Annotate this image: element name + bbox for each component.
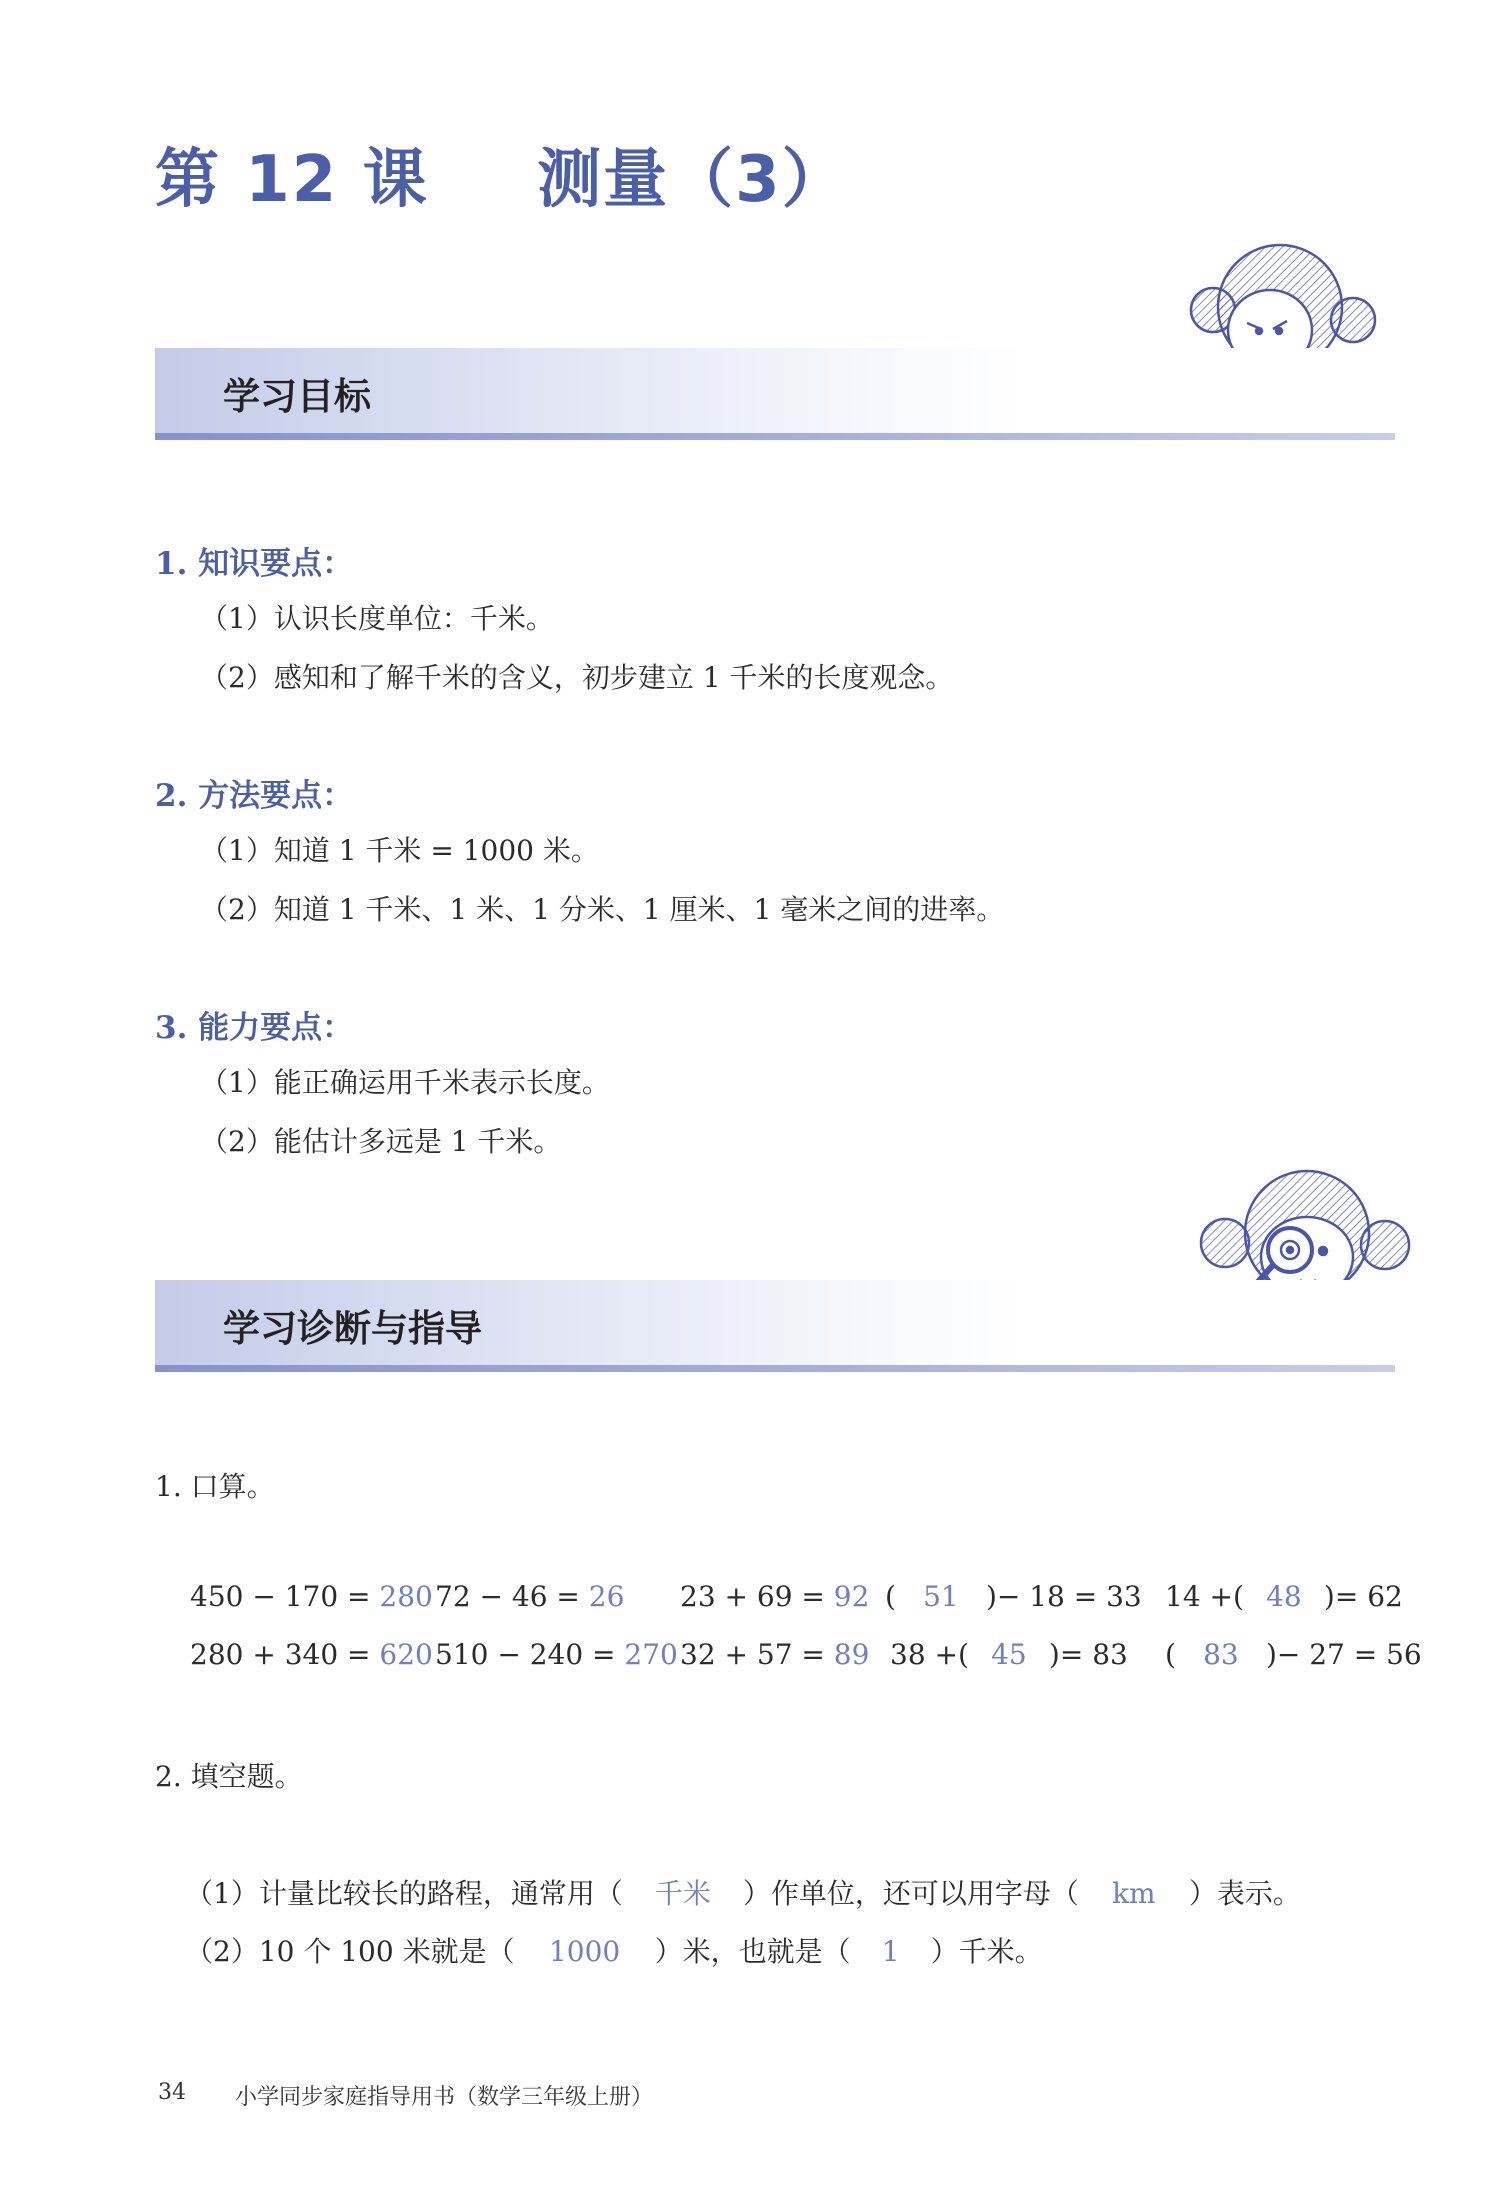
answer: 89: [833, 1638, 870, 1671]
math-item: 23 + 69 = 92: [680, 1580, 870, 1613]
answer: 51: [923, 1580, 959, 1613]
question-2-title: 2. 填空题。: [155, 1760, 303, 1793]
math-item: 38 +( 45 )= 83: [890, 1638, 1128, 1671]
goal-item: （2）能估计多远是 1 千米。: [200, 1125, 562, 1158]
answer: 45: [991, 1638, 1027, 1671]
mental-math-row: [0, 1580, 1500, 1620]
mental-math-row: [0, 1638, 1500, 1678]
lesson-name: 测量（3）: [537, 143, 848, 217]
answer: 92: [833, 1580, 870, 1613]
section-banner-learning-goals: [155, 348, 1395, 440]
goal-item: （1）知道 1 千米 = 1000 米。: [200, 834, 599, 867]
goal-heading-ability: 3. 能力要点：: [155, 1010, 354, 1046]
answer: 1: [881, 1935, 900, 1968]
section-title: 学习诊断与指导: [223, 1307, 482, 1350]
goal-item: （1）能正确运用千米表示长度。: [200, 1066, 610, 1099]
math-item: 14 +( 48 )= 62: [1165, 1580, 1403, 1613]
answer: 270: [624, 1638, 678, 1671]
banner-underline: [155, 1365, 1395, 1372]
section-banner-diagnosis: [155, 1280, 1395, 1372]
math-item: 510 − 240 = 270: [435, 1638, 678, 1671]
fill-blank-line-1: （1）计量比较长的路程，通常用（ 千米 ）作单位，还可以用字母（ km ）表示。: [185, 1872, 1301, 1912]
answer: 1000: [548, 1935, 621, 1968]
answer: 620: [379, 1638, 433, 1671]
section-title: 学习目标: [223, 375, 371, 418]
math-item: 280 + 340 = 620: [190, 1638, 433, 1671]
banner-underline: [155, 433, 1395, 440]
lesson-title: [155, 128, 848, 220]
goal-item: （2）感知和了解千米的含义，初步建立 1 千米的长度观念。: [200, 661, 954, 694]
question-1-title: 1. 口算。: [155, 1470, 275, 1503]
answer: km: [1112, 1877, 1156, 1910]
answer: 千米: [654, 1877, 711, 1910]
goal-item: （2）知道 1 千米、1 米、1 分米、1 厘米、1 毫米之间的进率。: [200, 893, 1005, 926]
math-item: ( 51 )− 18 = 33: [885, 1580, 1142, 1613]
answer: 48: [1266, 1580, 1302, 1613]
goal-heading-method: 2. 方法要点：: [155, 778, 354, 814]
math-item: 72 − 46 = 26: [435, 1580, 625, 1613]
math-item: 450 − 170 = 280: [190, 1580, 433, 1613]
lesson-number: 第 12 课: [155, 143, 429, 217]
goal-heading-knowledge: 1. 知识要点：: [155, 546, 354, 582]
answer: 83: [1203, 1638, 1239, 1671]
page-number: 34: [158, 2080, 186, 2105]
math-item: 32 + 57 = 89: [680, 1638, 870, 1671]
book-title: 小学同步家庭指导用书（数学三年级上册）: [235, 2085, 654, 2110]
answer: 26: [588, 1580, 625, 1613]
goal-item: （1）认识长度单位：千米。: [200, 602, 554, 635]
fill-blank-line-2: （2）10 个 100 米就是（ 1000 ）米，也就是（ 1 ）千米。: [185, 1935, 1043, 1968]
answer: 280: [379, 1580, 433, 1613]
math-item: ( 83 )− 27 = 56: [1165, 1638, 1422, 1671]
